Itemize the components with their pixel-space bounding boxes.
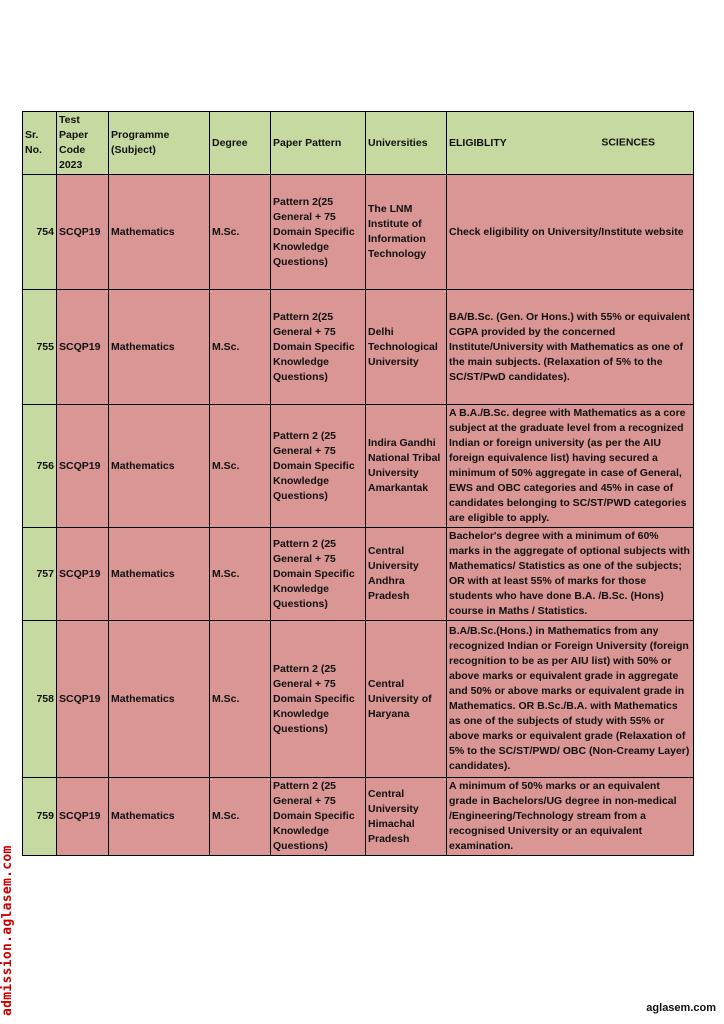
cell-code: SCQP19 [57, 290, 109, 405]
cell-eligibility: A minimum of 50% marks or an equivalent grade in Bachelors/UG degree in non-medical /Engineering/Technology stream from a recognised University or an equivalent examination. [447, 778, 694, 856]
cell-code: SCQP19 [57, 405, 109, 528]
footer-brand[interactable]: aglasem.com [646, 1002, 716, 1014]
cell-sr: 757 [23, 528, 57, 621]
cell-pattern: Pattern 2(25 General + 75 Domain Specific Knowledge Questions) [271, 290, 366, 405]
cell-code: SCQP19 [57, 778, 109, 856]
table-row [23, 405, 694, 528]
cell-sr: 756 [23, 405, 57, 528]
cell-university: Indira Gandhi National Tribal University Amarkantak [366, 405, 447, 528]
cell-university: Central University Himachal Pradesh [366, 778, 447, 856]
header-row [23, 112, 694, 175]
cell-programme: Mathematics [109, 778, 210, 856]
header-universities: Universities [366, 112, 447, 175]
cell-pattern: Pattern 2 (25 General + 75 Domain Specific Knowledge Questions) [271, 528, 366, 621]
cell-degree: M.Sc. [210, 528, 271, 621]
cell-degree: M.Sc. [210, 290, 271, 405]
header-sciences-label: SCIENCES [601, 136, 655, 149]
cell-degree: M.Sc. [210, 405, 271, 528]
cell-degree: M.Sc. [210, 778, 271, 856]
cell-eligibility: Bachelor's degree with a minimum of 60% marks in the aggregate of optional subjects with Mathematics/ Statistics as one of the subjects; OR with at least 55% of marks for those students who have done B.A. /B.Sc. (Hons) course in Maths / Statistics. [447, 528, 694, 621]
header-programme: Programme (Subject) [109, 112, 210, 175]
cell-programme: Mathematics [109, 528, 210, 621]
table-row [23, 621, 694, 778]
cell-university: The LNM Institute of Information Technology [366, 175, 447, 290]
cell-programme: Mathematics [109, 621, 210, 778]
header-code: Test Paper Code 2023 [57, 112, 109, 175]
cell-code: SCQP19 [57, 175, 109, 290]
cell-sr: 755 [23, 290, 57, 405]
eligibility-table [22, 111, 694, 856]
header-eligibility [447, 112, 694, 175]
cell-degree: M.Sc. [210, 175, 271, 290]
watermark-text: admission.aglasem.com [0, 845, 15, 1016]
cell-eligibility: BA/B.Sc. (Gen. Or Hons.) with 55% or equivalent CGPA provided by the concerned Institute/University with Mathematics as one of the main subjects. (Relaxation of 5% to the SC/ST/PwD candidates). [447, 290, 694, 405]
table-row [23, 175, 694, 290]
header-pattern: Paper Pattern [271, 112, 366, 175]
cell-eligibility: B.A/B.Sc.(Hons.) in Mathematics from any recognized Indian or Foreign University (foreign recognition to be as per AIU list) with 50% or above marks or equivalent grade in aggregate and 50% or above marks or equivalent grade in Mathematics. OR B.Sc./B.A. with Mathematics as one of the subjects of study with 55% or above marks or equivalent grade (Relaxation of 5% to the SC/ST/PWD/ OBC (Non-Creamy Layer) candidates). [447, 621, 694, 778]
table-row [23, 778, 694, 856]
cell-programme: Mathematics [109, 290, 210, 405]
table-row [23, 290, 694, 405]
cell-university: Central University of Haryana [366, 621, 447, 778]
cell-eligibility: Check eligibility on University/Institute website [447, 175, 694, 290]
cell-university: Central University Andhra Pradesh [366, 528, 447, 621]
cell-code: SCQP19 [57, 621, 109, 778]
header-eligibility-label: ELIGIBLITY [449, 136, 507, 149]
cell-programme: Mathematics [109, 405, 210, 528]
cell-pattern: Pattern 2 (25 General + 75 Domain Specific Knowledge Questions) [271, 405, 366, 528]
cell-sr: 754 [23, 175, 57, 290]
cell-eligibility: A B.A./B.Sc. degree with Mathematics as a core subject at the graduate level from a recognized Indian or foreign university (as per the AIU foreign equivalence list) having secured a minimum of 50% aggregate in case of General, EWS and OBC categories and 45% in case of candidates belonging to SC/ST/PWD categories are eligible to apply. [447, 405, 694, 528]
cell-sr: 759 [23, 778, 57, 856]
cell-degree: M.Sc. [210, 621, 271, 778]
cell-pattern: Pattern 2 (25 General + 75 Domain Specific Knowledge Questions) [271, 778, 366, 856]
cell-pattern: Pattern 2(25 General + 75 Domain Specific Knowledge Questions) [271, 175, 366, 290]
table-row [23, 528, 694, 621]
cell-university: Delhi Technological University [366, 290, 447, 405]
header-sr: Sr. No. [23, 112, 57, 175]
header-degree: Degree [210, 112, 271, 175]
cell-programme: Mathematics [109, 175, 210, 290]
cell-pattern: Pattern 2 (25 General + 75 Domain Specific Knowledge Questions) [271, 621, 366, 778]
cell-sr: 758 [23, 621, 57, 778]
cell-code: SCQP19 [57, 528, 109, 621]
